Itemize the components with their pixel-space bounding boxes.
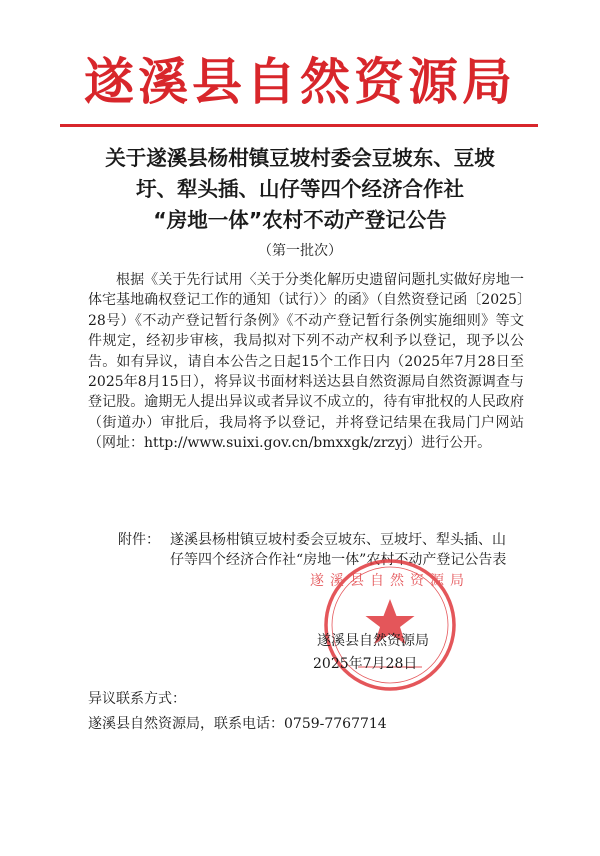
notice-batch: （第一批次） (258, 243, 342, 259)
notice-body: 根据《关于先行试用〈关于分类化解历史遗留问题扎实做好房地一体宅基地确权登记工作的通知（试行）〉的函》（自然资登记函〔2025〕28号）《不动产登记暂行条例》《不动产登记暂行条例实施细则》等文件规定，经初步审核，我局拟对下列不动产权利予以登记，现予以公告。如有异议，请自本公告之日起15个工作日内（2025年7月28日至2025年8月15日），将异议书面材料送达县自然资源局自然资源调查与登记股。逾期无人提出异议或者异议不成立的，待有审批权的人民政府（街道办）审批后，我局将予以登记，并将登记结果在我局门户网站（网址：http://www.suixi.gov.cn/bmxxgk/zrzyj）进行公开。 (88, 272, 524, 452)
official-seal (310, 555, 470, 695)
attachment-label: 附件： (118, 532, 160, 548)
contact-info: 遂溪县自然资源局，联系电话：0759-7767714 (88, 716, 387, 732)
notice-title-line: 关于遂溪县杨柑镇豆坡村委会豆坡东、豆坡 (105, 146, 495, 170)
notice-title-line: “房地一体”农村不动产登记公告 (153, 208, 447, 232)
masthead-org-name: 遂溪县自然资源局 (84, 52, 516, 111)
attachment-text: 遂溪县杨柑镇豆坡村委会豆坡东、豆坡圩、犁头插、山仔等四个经济合作社“房地一体”农村不动产登记公告表 (170, 532, 507, 569)
notice-title (40, 143, 560, 236)
signature-org: 遂溪县自然资源局 (317, 633, 429, 649)
svg-text:遂溪县自然资源局: 遂溪县自然资源局 (310, 573, 470, 589)
contact-label: 异议联系方式： (88, 691, 186, 707)
notice-title-line: 圩、犁头插、山仔等四个经济合作社 (136, 177, 464, 201)
header-divider (60, 124, 538, 127)
signature-date: 2025年7月28日 (313, 656, 418, 672)
